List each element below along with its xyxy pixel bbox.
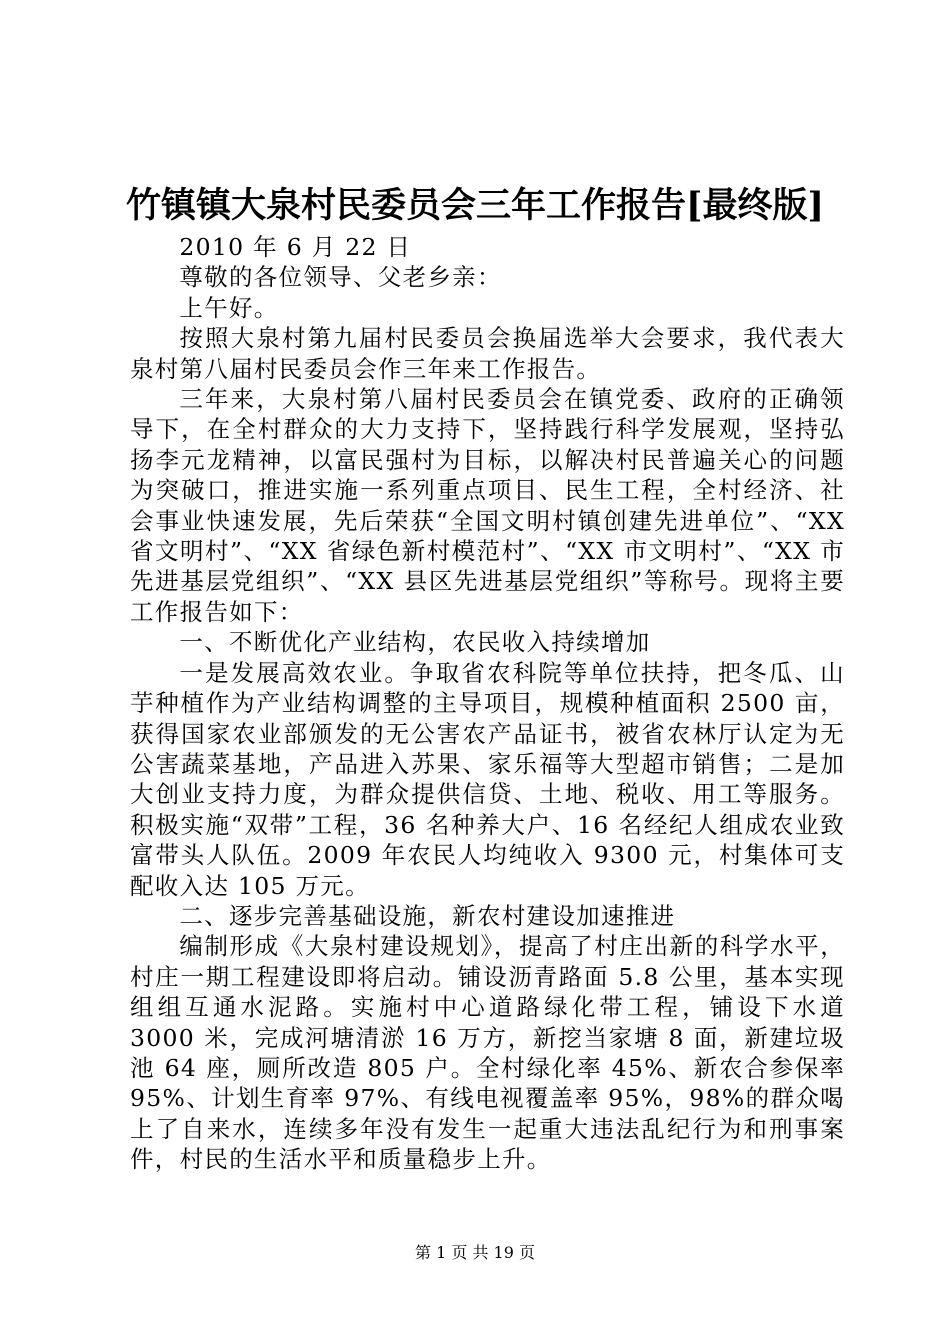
paragraph-agriculture: 一是发展高效农业。争取省农科院等单位扶持，把冬瓜、山芋种植作为产业结构调整的主导项目，规模种植面积 2500 亩，获得国家农业部颁发的无公害农产品证书，被省农林厅认定为无公害蔬菜基地，产品进入苏果、家乐福等大型超市销售；二是加大创业支持力度，为群众提供信贷、土地、税收、用工等服务。积极实施“双带”工程，36 名种养大户、16 名经纪人组成农业致富带头人队伍。2009 年农民人均纯收入 9300 元，村集体可支配收入达 105 万元。 bbox=[130, 658, 845, 900]
section-heading-1: 一、不断优化产业结构，农民收入持续增加 bbox=[179, 628, 651, 657]
document-date: 2010 年 6 月 22 日 bbox=[179, 233, 412, 261]
salutation: 尊敬的各位领导、父老乡亲： bbox=[179, 263, 502, 292]
document-body bbox=[130, 232, 845, 1175]
document-title: 竹镇镇大泉村民委员会三年工作报告[最终版] bbox=[125, 185, 825, 226]
section-heading-2: 二、逐步完善基础设施，新农村建设加速推进 bbox=[179, 901, 676, 930]
greeting: 上午好。 bbox=[179, 293, 279, 322]
paragraph-infrastructure: 编制形成《大泉村建设规划》，提高了村庄出新的科学水平，村庄一期工程建设即将启动。铺设沥青路面 5.8 公里，基本实现组组互通水泥路。实施村中心道路绿化带工程，铺设下水道 3000 米，完成河塘清淤 16 万方，新挖当家塘 8 面，新建垃圾池 64 座，厕所改造 805 户。全村绿化率 45%、新农合参保率 95%、计划生育率 97%、有线电视覆盖率 95%，98%的群众喝上了自来水，连续多年没有发生一起重大违法乱纪行为和刑事案件，村民的生活水平和质量稳步上升。 bbox=[130, 932, 845, 1174]
paragraph-summary: 三年来，大泉村第八届村民委员会在镇党委、政府的正确领导下，在全村群众的大力支持下，坚持践行科学发展观，坚持弘扬李元龙精神，以富民强村为目标，以解决村民普遍关心的问题为突破口，推进实施一系列重点项目、民生工程，全村经济、社会事业快速发展，先后荣获“全国文明村镇创建先进单位”、“XX 省文明村”、“XX 省绿色新村模范村”、“XX 市文明村”、“XX 市先进基层党组织”、“XX 县区先进基层党组织”等称号。现将主要工作报告如下： bbox=[130, 385, 845, 626]
paragraph-intro: 按照大泉村第九届村民委员会换届选举大会要求，我代表大泉村第八届村民委员会作三年来工作报告。 bbox=[130, 324, 845, 383]
page-footer: 第 1 页 共 19 页 bbox=[415, 1243, 535, 1262]
